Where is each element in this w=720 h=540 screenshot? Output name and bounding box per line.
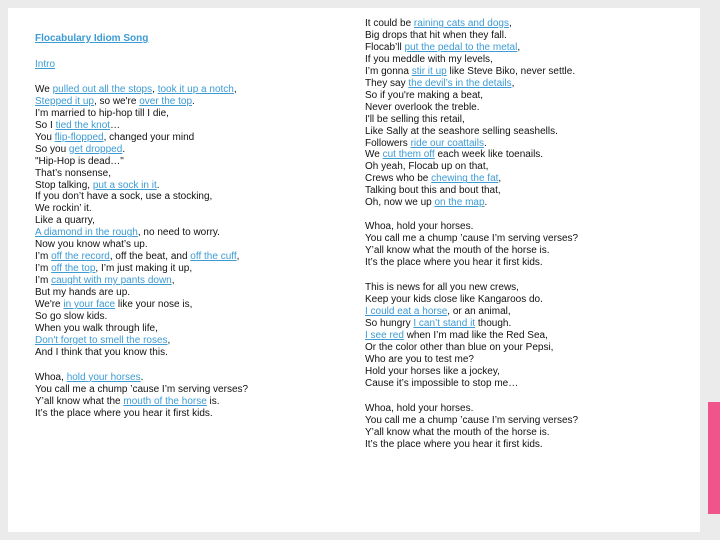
lyric-line [35,384,335,396]
lyric-text: , or an animal, [447,305,511,317]
lyric-text: , [517,41,521,53]
lyric-line [35,287,335,299]
lyric-text: . [484,197,488,209]
lyric-text: . [192,95,195,107]
right-column [365,0,685,450]
lyric-line [365,233,685,245]
lyric-text: Oh, now we up [365,197,435,209]
lyric-line [365,439,685,451]
lyric-line [365,427,685,439]
lyric-line [35,144,335,156]
chorus-left [35,372,335,420]
lyric-text: We [365,149,383,161]
lyric-line [35,251,335,263]
idiom-link[interactable]: A diamond in the rough [35,227,138,239]
lyric-line [35,347,335,359]
lyric-line [35,168,335,180]
lyric-text: . [140,371,144,383]
lyric-text: when I’m mad like the Red Sea, [403,329,548,341]
lyric-line [35,120,335,132]
lyric-text: Y’all know what the mouth of the horse is. [365,426,550,438]
lyric-line [35,372,335,384]
lyric-text: It’s the place where you hear it first kids. [365,438,543,450]
lyric-text: So you [35,143,69,155]
lyric-text: , changed your mind [103,131,195,143]
lyric-line [365,126,685,138]
lyric-line [35,215,335,227]
idiom-link[interactable]: cut them off [382,149,435,161]
lyric-text: And I think that you know this. [35,346,168,358]
idiom-link[interactable]: flip-flopped [54,131,104,143]
lyric-text: We [35,83,53,95]
idiom-link[interactable]: raining cats and dogs [413,18,509,29]
lyric-text: But my hands are up. [35,287,131,299]
lyric-line [365,257,685,269]
lyric-text: is. [206,395,220,407]
idiom-link[interactable]: off the top [51,263,96,275]
chorus-right-2 [365,403,685,451]
lyric-text: Hold your horses like a jockey, [365,365,500,377]
lyric-text: Oh yeah, Flocab up on that, [365,161,489,173]
lyric-line [35,311,335,323]
idiom-link[interactable]: off the record [51,251,110,263]
lyric-line [365,330,685,342]
left-column [35,0,335,420]
lyric-line [365,18,685,30]
lyric-text: If you meddle with my levels, [365,53,493,65]
lyric-text: , [498,173,502,185]
lyric-line [365,294,685,306]
lyric-text: like Steve Biko, never settle. [446,65,576,77]
lyric-line [35,396,335,408]
lyric-text: , [171,275,175,287]
lyric-line [365,197,685,209]
lyric-text: You call me a chump ’cause I’m serving verses? [365,414,579,426]
lyric-text: If you don’t have a sock, use a stocking, [35,191,213,203]
lyric-text: I’m gonna [365,65,412,77]
lyric-line [365,149,685,161]
lyric-line [365,185,685,197]
lyric-text: Big drops that hit when they fall. [365,29,507,41]
lyric-text: Flocab’ll [365,41,405,53]
chorus-right-1 [365,221,685,269]
lyric-text: like your nose is, [115,299,193,311]
lyric-line [35,323,335,335]
idiom-link[interactable]: over the top [139,95,193,107]
verse-1 [35,84,335,359]
lyric-line [35,263,335,275]
verse-3 [365,282,685,390]
lyric-text: Whoa, [35,371,67,383]
lyric-text: I’m [35,251,52,263]
lyric-text: You call me a chump ’cause I’m serving verses? [365,233,579,245]
lyric-text: . [156,179,160,191]
idiom-link[interactable]: took it up a notch [157,83,234,95]
idiom-link[interactable]: caught with my pants down [51,275,172,287]
lyric-text: So if you're making a beat, [365,89,484,101]
idiom-link[interactable]: put the pedal to the metal [404,41,518,53]
idiom-link[interactable]: hold your horses [66,371,141,383]
lyric-line [365,173,685,185]
idiom-link[interactable]: mouth of the horse [123,395,207,407]
lyric-text: Y’all know what the mouth of the horse is. [365,245,550,257]
lyric-line [35,84,335,96]
lyric-text: It’s the place where you hear it first kids. [35,407,213,419]
lyric-line [365,366,685,378]
lyric-text: , so we're [93,95,140,107]
idiom-link[interactable]: in your face [63,299,116,311]
lyric-line [35,108,335,120]
lyric-line [365,30,685,42]
lyric-line [365,54,685,66]
lyric-text: When you walk through life, [35,322,158,334]
lyric-text: You call me a chump ’cause I’m serving verses? [35,383,249,395]
idiom-link[interactable]: tied the knot [55,119,111,131]
lyric-line [35,239,335,251]
lyric-line [35,96,335,108]
song-title[interactable]: Flocabulary Idiom Song [35,33,149,44]
lyric-text: … [110,119,121,131]
idiom-link[interactable]: put a sock in it [92,179,157,191]
lyric-text: I’m [35,275,52,287]
lyric-text: Y’all know what the [35,395,124,407]
lyric-line [365,78,685,90]
lyric-line [35,203,335,215]
lyric-line [365,306,685,318]
lyric-text: "Hip-Hop is dead…" [35,155,124,167]
lyric-text: Stop talking, [35,179,93,191]
lyric-line [365,161,685,173]
idiom-link[interactable]: off the cuff [190,251,237,263]
lyric-line [365,282,685,294]
lyric-text: Crews who be [365,173,432,185]
lyric-text: , [509,18,512,29]
lyric-line [35,180,335,192]
lyric-text: We rockin’ it. [35,203,92,215]
lyric-text: So go slow kids. [35,311,108,323]
accent-bar [708,402,720,514]
lyric-line [35,132,335,144]
idiom-link[interactable]: stir it up [411,65,447,77]
lyric-line [365,138,685,150]
lyric-text: Like Sally at the seashore selling seashells. [365,125,558,137]
lyric-line [365,102,685,114]
lyric-line [35,299,335,311]
lyric-text: So I [35,119,56,131]
lyric-text: You [35,131,55,143]
lyric-text: Whoa, hold your horses. [365,402,474,414]
lyric-text: Talking bout this and bout that, [365,185,501,197]
lyric-text: Followers [365,137,411,149]
idiom-link[interactable]: get dropped [68,143,123,155]
lyric-text: each week like toenails. [434,149,544,161]
lyric-line [365,415,685,427]
lyric-text: , off the beat, and [109,251,191,263]
lyric-text: Never overlook the treble. [365,101,480,113]
lyric-text: , no need to worry. [137,227,220,239]
lyric-text: I’m married to hip-hop till I die, [35,107,169,119]
lyric-line [365,318,685,330]
lyric-text: . [483,137,487,149]
lyric-line [365,66,685,78]
lyric-text: , [167,334,171,346]
lyric-text: Like a quarry, [35,215,95,227]
lyric-text: Whoa, hold your horses. [365,221,474,233]
idiom-link[interactable]: on the map [434,197,485,209]
lyric-text: I’m [35,263,52,275]
lyric-text: , [511,77,515,89]
lyric-text: Who are you to test me? [365,353,474,365]
idiom-link[interactable]: pulled out all the stops [52,83,153,95]
lyric-line [35,191,335,203]
lyric-line [365,378,685,390]
lyric-text: Cause it’s impossible to stop me… [365,377,519,389]
idiom-link[interactable]: chewing the fat [431,173,499,185]
idiom-link[interactable]: the devil’s in the details [408,77,512,89]
lyric-line [35,227,335,239]
lyric-line [365,342,685,354]
lyric-text: We're [35,299,64,311]
lyric-line [365,245,685,257]
idiom-link[interactable]: ride our coattails [410,137,484,149]
lyric-line [35,335,335,347]
lyric-line [35,275,335,287]
lyric-text: , [236,251,240,263]
intro-link[interactable]: Intro [35,58,56,70]
lyric-text: , I’m just making it up, [95,263,193,275]
lyric-line [365,114,685,126]
lyric-text: It could be [365,18,414,29]
lyric-text: Keep your kids close like Kangaroos do. [365,294,543,306]
lyric-text: . [122,143,126,155]
lyric-text: So hungry [365,317,414,329]
lyric-text: Or the color other than blue on your Pepsi, [365,341,554,353]
lyric-line [35,408,335,420]
lyric-text: This is news for all you new crews, [365,282,519,294]
lyric-text: I'll be selling this retail, [365,113,465,125]
lyric-text: , [152,83,158,95]
lyric-text: They say [365,77,409,89]
idiom-link[interactable]: Stepped it up [35,95,94,107]
lyric-line [365,354,685,366]
lyric-line [365,42,685,54]
lyric-line [365,403,685,415]
lyric-text: Now you know what’s up. [35,239,148,251]
lyric-line [365,90,685,102]
idiom-link[interactable]: I see red [365,329,404,341]
lyric-line [35,156,335,168]
verse-2 [365,18,685,209]
lyric-text: It’s the place where you hear it first kids. [365,257,543,269]
idiom-link[interactable]: Don't forget to smell the roses [35,334,168,346]
lyric-text: , [233,83,237,95]
idiom-link[interactable]: I can’t stand it [413,317,476,329]
lyric-line [365,221,685,233]
lyric-text: though. [475,317,512,329]
lyric-text: That’s nonsense, [35,167,111,179]
idiom-link[interactable]: I could eat a horse [365,305,448,317]
